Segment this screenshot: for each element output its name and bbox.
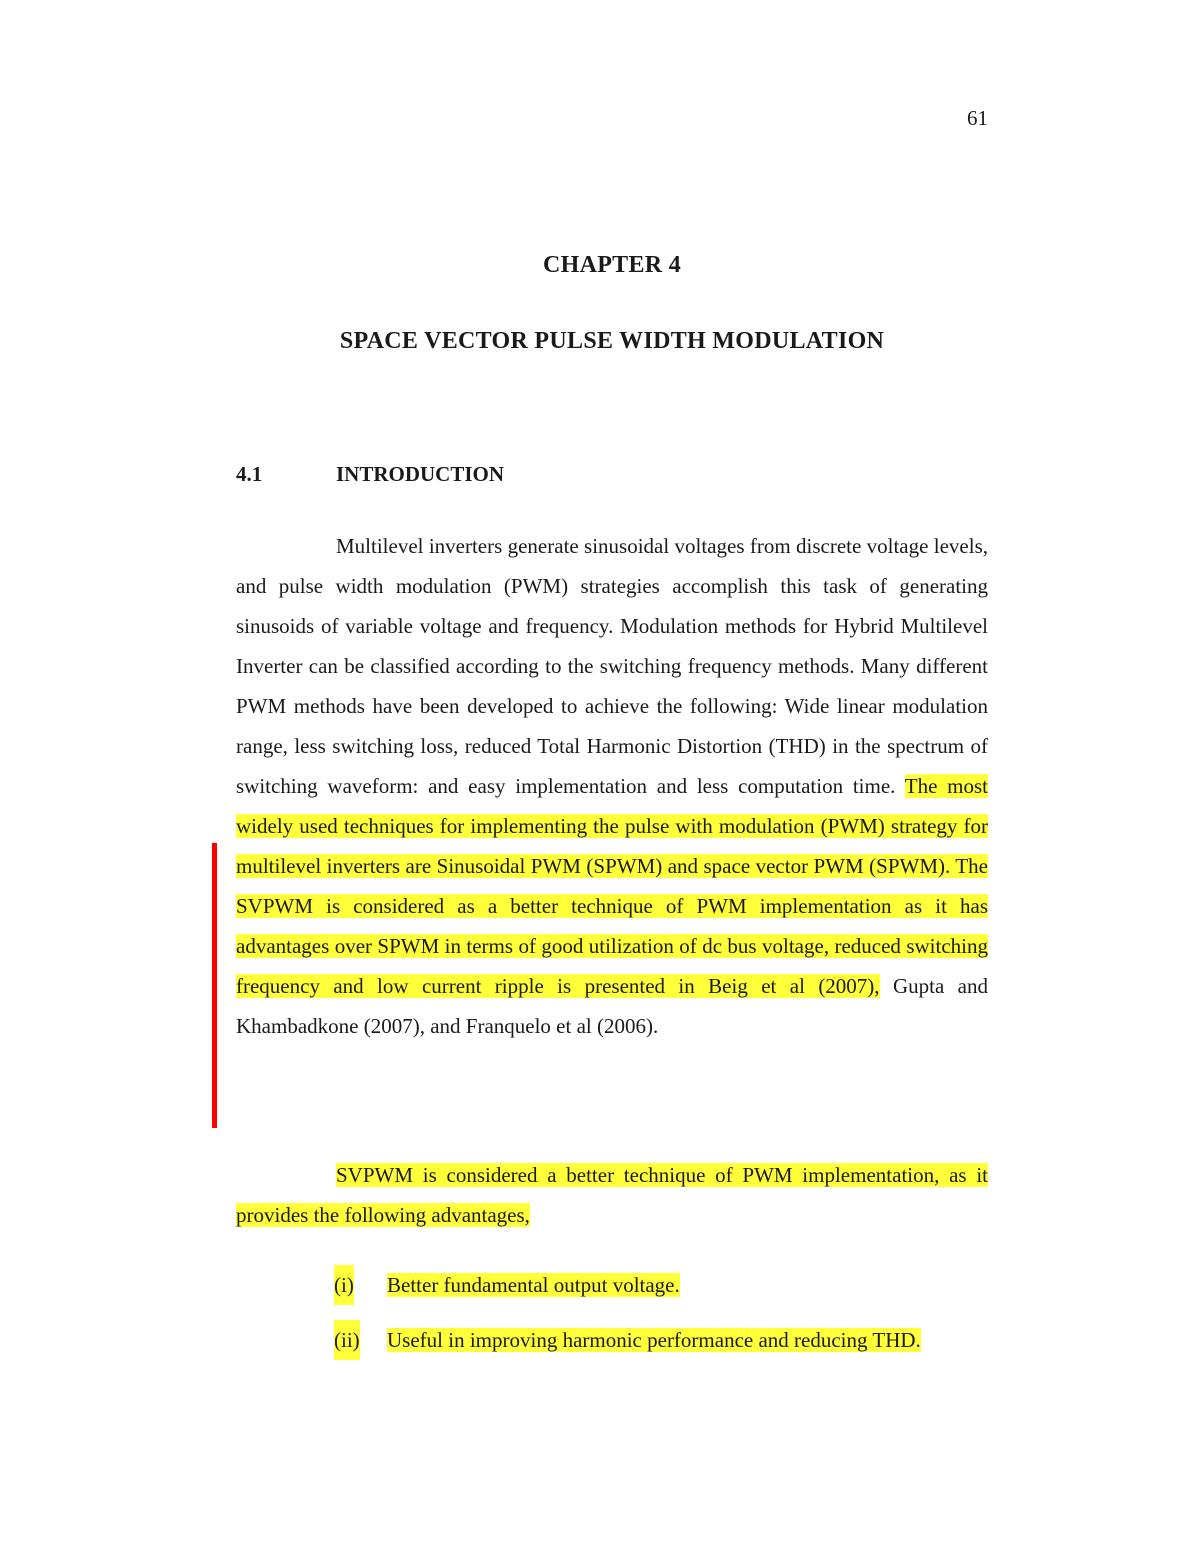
paragraph-introduction	[236, 526, 988, 1046]
page-number: 61	[967, 106, 988, 130]
section-number: 4.1	[236, 462, 263, 486]
list-item-text: Useful in improving harmonic performance and reducing THD.	[387, 1328, 921, 1352]
margin-bar	[212, 843, 217, 1128]
chapter-title: SPACE VECTOR PULSE WIDTH MODULATION	[339, 328, 885, 354]
list-marker: (ii)	[334, 1320, 360, 1360]
paragraph-citations: Gupta and Khambadkone (2007), and Franquelo et al (2006).	[236, 974, 989, 1038]
highlighted-text: The most widely used techniques for implementing the pulse with modulation (PWM) strategy for multilevel inverters are Sinusoidal PWM (SPWM) and space vector PWM (SPWM). The SVPWM is considered as a better technique of PWM implementation as it has advantages over SPWM in terms of good utilization of dc bus voltage, reduced switching frequency and low current ripple is presented in Beig et al (2007),	[236, 774, 988, 998]
section-heading	[236, 462, 504, 487]
section-title: INTRODUCTION	[336, 462, 505, 486]
list-item-text: Better fundamental output voltage.	[387, 1273, 680, 1297]
paragraph-advantages-intro	[236, 1155, 988, 1235]
list-item	[334, 1265, 988, 1305]
list-item	[334, 1320, 988, 1360]
paragraph-text: Multilevel inverters generate sinusoidal voltages from discrete voltage levels, and pulse width modulation (PWM) strategies accomplish this task of generating sinusoids of variable voltage and frequency. Modulation methods for Hybrid Multilevel Inverter can be classified according to the switching frequency methods. Many different PWM methods have been developed to achieve the following: Wide linear modulation range, less switching loss, reduced Total Harmonic Distortion (THD) in the spectrum of switching waveform: and easy implementation and less computation time.	[236, 534, 988, 798]
list-marker: (i)	[334, 1265, 354, 1305]
chapter-label: CHAPTER 4	[542, 252, 682, 278]
highlighted-text: SVPWM is considered a better technique of PWM implementation, as it provides the following advantages,	[236, 1163, 988, 1227]
